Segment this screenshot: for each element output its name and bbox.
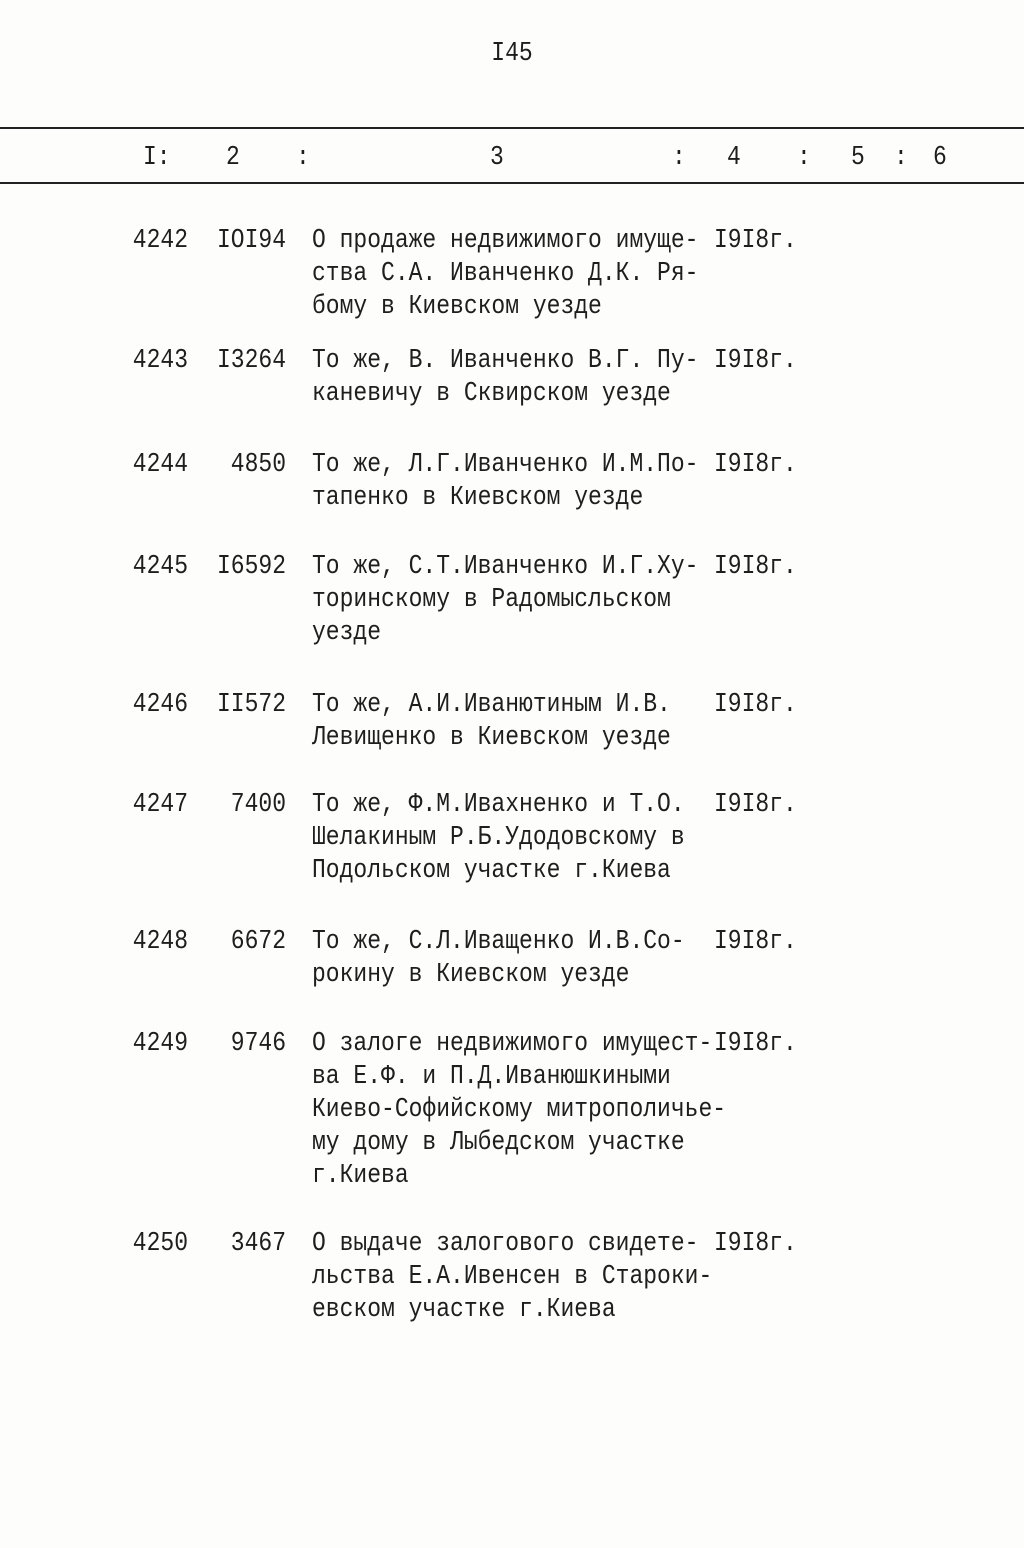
file-number: 3467 [230, 1227, 286, 1258]
entry-year: I9I8г. [714, 788, 797, 819]
entry-year: I9I8г. [714, 688, 797, 719]
header-col-4: 4 [727, 141, 741, 172]
entry-description-line: То же, Ф.М.Ивахненко и Т.О. [312, 788, 685, 819]
file-number: IOI94 [216, 224, 286, 255]
header-sep: : [894, 141, 908, 172]
file-number: I6592 [216, 550, 286, 581]
entry-description-line: Шелакиным Р.Б.Удодовскому в [312, 821, 685, 852]
header-sep: : [797, 141, 811, 172]
entry-number: 4244 [132, 448, 188, 479]
entry-number: 4246 [132, 688, 188, 719]
entry-description-line: О продаже недвижимого имуще- [312, 224, 699, 255]
entry-description-line: му дому в Лыбедском участке [312, 1126, 685, 1157]
header-col-3: 3 [490, 141, 504, 172]
entry-description-line: ва Е.Ф. и П.Д.Иванюшкиными [312, 1060, 671, 1091]
entry-year: I9I8г. [714, 1027, 797, 1058]
entry-description-line: бому в Киевском уезде [312, 290, 602, 321]
entry-year: I9I8г. [714, 344, 797, 375]
header-col-1: I: [143, 141, 171, 172]
entry-description-line: ства С.А. Иванченко Д.К. Ря- [312, 257, 699, 288]
file-number: 6672 [230, 925, 286, 956]
file-number: II572 [216, 688, 286, 719]
entry-description-line: То же, С.Л.Иващенко И.В.Со- [312, 925, 685, 956]
file-number: I3264 [216, 344, 286, 375]
header-bottom-rule [0, 182, 1024, 184]
entry-year: I9I8г. [714, 925, 797, 956]
file-number: 7400 [230, 788, 286, 819]
entry-year: I9I8г. [714, 448, 797, 479]
entry-number: 4248 [132, 925, 188, 956]
entry-description-line: г.Киева [312, 1159, 409, 1190]
entry-description-line: льства Е.А.Ивенсен в Староки- [312, 1260, 713, 1291]
entry-description-line: То же, А.И.Иванютиным И.В. [312, 688, 671, 719]
header-col-6: 6 [933, 141, 947, 172]
entry-description-line: То же, С.Т.Иванченко И.Г.Ху- [312, 550, 699, 581]
entry-description-line: уезде [312, 616, 382, 647]
entry-number: 4245 [132, 550, 188, 581]
entry-description-line: То же, Л.Г.Иванченко И.М.По- [312, 448, 699, 479]
entry-number: 4250 [132, 1227, 188, 1258]
entry-description-line: О выдаче залогового свидете- [312, 1227, 699, 1258]
entry-year: I9I8г. [714, 1227, 797, 1258]
entry-description-line: Левищенко в Киевском уезде [312, 721, 671, 752]
entry-description-line: рокину в Киевском уезде [312, 958, 630, 989]
page-number: I45 [491, 38, 533, 68]
entry-description-line: О залоге недвижимого имущест- [312, 1027, 713, 1058]
entry-description-line: Киево-Софийскому митрополичье- [312, 1093, 727, 1124]
header-sep: : [672, 141, 686, 172]
entry-description-line: евском участке г.Киева [312, 1293, 616, 1324]
entry-description-line: каневичу в Сквирском уезде [312, 377, 671, 408]
entry-number: 4243 [132, 344, 188, 375]
file-number: 9746 [230, 1027, 286, 1058]
entry-description-line: торинскому в Радомысльском [312, 583, 671, 614]
header-top-rule [0, 127, 1024, 129]
entry-description-line: То же, В. Иванченко В.Г. Пу- [312, 344, 699, 375]
header-col-5: 5 [851, 141, 865, 172]
header-sep: : [296, 141, 310, 172]
header-col-2: 2 [226, 141, 240, 172]
entry-year: I9I8г. [714, 550, 797, 581]
entry-description-line: тапенко в Киевском уезде [312, 481, 644, 512]
entry-number: 4249 [132, 1027, 188, 1058]
entry-description-line: Подольском участке г.Киева [312, 854, 671, 885]
entry-number: 4242 [132, 224, 188, 255]
entry-year: I9I8г. [714, 224, 797, 255]
file-number: 4850 [230, 448, 286, 479]
entry-number: 4247 [132, 788, 188, 819]
